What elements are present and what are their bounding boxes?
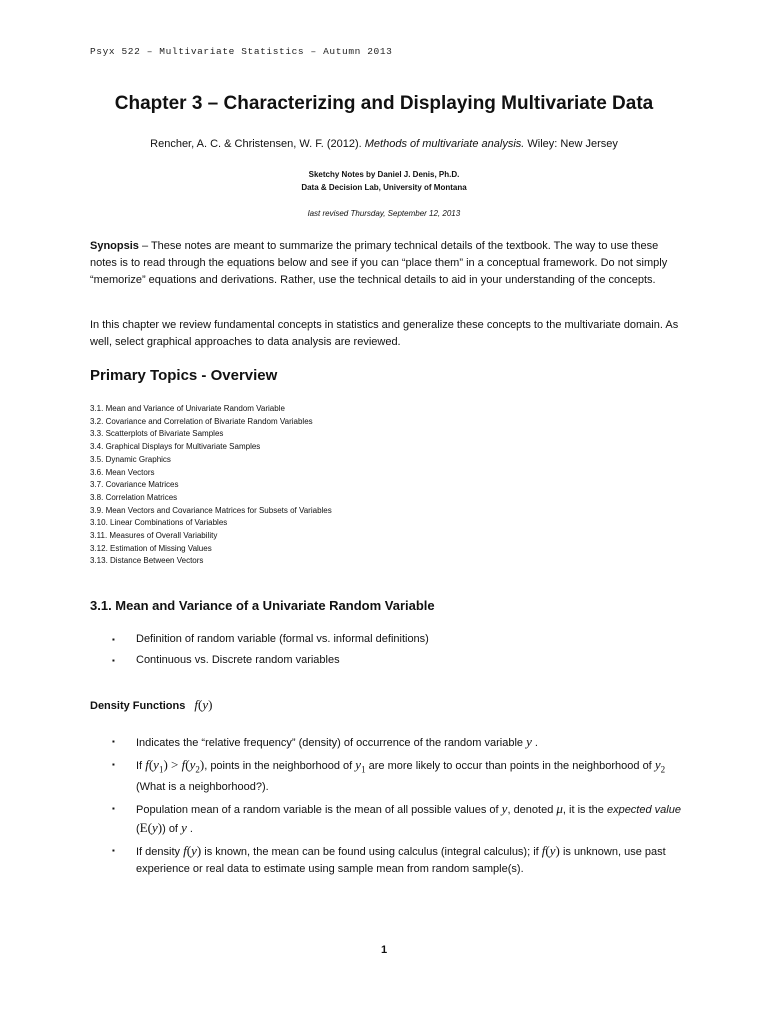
notes-author-lab: Data & Decision Lab, University of Montana — [301, 183, 467, 192]
math-mu: μ — [556, 800, 563, 816]
topic-item: 3.12. Estimation of Missing Values — [90, 543, 212, 553]
page-number: 1 — [380, 944, 388, 956]
topic-item: 3.8. Correlation Matrices — [90, 492, 178, 502]
math-y: y — [181, 819, 187, 835]
math-expected-value: E(y) — [139, 819, 163, 835]
topic-item: 3.13. Distance Between Vectors — [90, 556, 204, 566]
section-3-1-heading: 3.1. Mean and Variance of a Univariate Random Variable — [90, 598, 435, 613]
list-item: ▪ If density f(y) is known, the mean can be found using calculus (integral calculus); if f(y) is unknown, use past experience or real data to estimate using sample mean from random sample(s). — [112, 842, 666, 875]
bullet-marker: ▪ — [112, 737, 115, 746]
topic-item: 3.2. Covariance and Correlation of Bivariate Random Variables — [90, 416, 313, 426]
revised-date: last revised Thursday, September 12, 2013 — [307, 209, 461, 218]
synopsis-label: Synopsis — [90, 240, 139, 252]
topic-item: 3.4. Graphical Displays for Multivariate Samples — [90, 442, 261, 452]
notes-author-name: Sketchy Notes by Daniel J. Denis, Ph.D. — [308, 170, 460, 179]
course-header: Psyx 522 – Multivariate Statistics – Autumn 2013 — [90, 46, 393, 57]
bullet-marker: ▪ — [112, 845, 115, 855]
synopsis-text: – These notes are meant to summarize the primary technical details of the textbook. The way to use these notes is to read through the equations below and see if you can “place them” in a conceptual framework. Do not simply “memorize” equations and derivations. Rather, use the technical details to aid in your understanding of the concepts. — [90, 240, 668, 286]
topic-item: 3.6. Mean Vectors — [90, 467, 155, 477]
topic-item: 3.1. Mean and Variance of Univariate Random Variable — [90, 404, 285, 413]
overview-heading: Primary Topics - Overview — [90, 367, 278, 384]
bullet-marker: ▪ — [112, 803, 115, 813]
intro-paragraph: In this chapter we review fundamental concepts in statistics and generalize these concepts to the multivariate domain. As well, select graphical approaches to data analysis are reviewed. — [90, 319, 679, 348]
bullet-marker: ▪ — [112, 656, 115, 665]
citation-book: Methods of multivariate analysis. — [364, 138, 525, 150]
topic-item: 3.11. Measures of Overall Variability — [90, 531, 218, 541]
section-3-1-bullets — [112, 631, 690, 673]
topic-item: 3.5. Dynamic Graphics — [90, 454, 171, 464]
topic-item: 3.7. Covariance Matrices — [90, 480, 179, 490]
math-y: y — [501, 800, 508, 816]
math-y: y — [526, 734, 532, 749]
page-title: Chapter 3 – Characterizing and Displaying Multivariate Data — [114, 93, 654, 114]
math-f-of-y: f(y) — [194, 697, 213, 712]
topic-item: 3.10. Linear Combinations of Variables — [90, 518, 228, 528]
math-y2: $y_2$ — [654, 757, 666, 775]
topic-item: 3.9. Mean Vectors and Covariance Matrices for Subsets of Variables — [90, 505, 332, 515]
topic-item: 3.3. Scatterplots of Bivariate Samples — [90, 429, 224, 439]
synopsis-paragraph — [90, 238, 686, 289]
density-label: Density Functions — [90, 700, 186, 712]
bullet-marker: ▪ — [112, 760, 115, 769]
math-f-y1-gt-f-y2: $f(y_1) > f(y_2)$ — [145, 757, 205, 775]
list-item: ▪ Definition of random variable (formal vs. informal definitions) — [112, 631, 690, 648]
citation — [0, 138, 768, 150]
bullet-marker: ▪ — [112, 635, 115, 644]
list-item: ▪ Continuous vs. Discrete random variables — [112, 652, 690, 669]
math-f-of-y: f(y) — [541, 842, 560, 858]
citation-publisher: Wiley: New Jersey — [527, 138, 618, 150]
density-functions-heading — [90, 697, 213, 713]
topics-list — [90, 403, 332, 568]
math-y1: $y_1$ — [355, 757, 366, 775]
notes-author — [0, 168, 768, 194]
list-item: ▪ Indicates the “relative frequency” (density) of occurrence of the random variable y . — [112, 734, 538, 749]
density-bullets — [112, 733, 690, 882]
math-f-of-y: f(y) — [183, 842, 202, 858]
list-item: ▪ If $f(y_1) > f(y_2)$, points in the neighborhood of $y_1$ are more likely to occur than points in the neighborhood of $y_2$ (What is a neighborhood?). — [112, 757, 666, 793]
list-item: ▪ Population mean of a random variable is the mean of all possible values of y, denoted μ, it is the expected value (E(y)) of y . — [112, 800, 681, 835]
citation-authors: Rencher, A. C. & Christensen, W. F. (2012). — [150, 138, 362, 150]
